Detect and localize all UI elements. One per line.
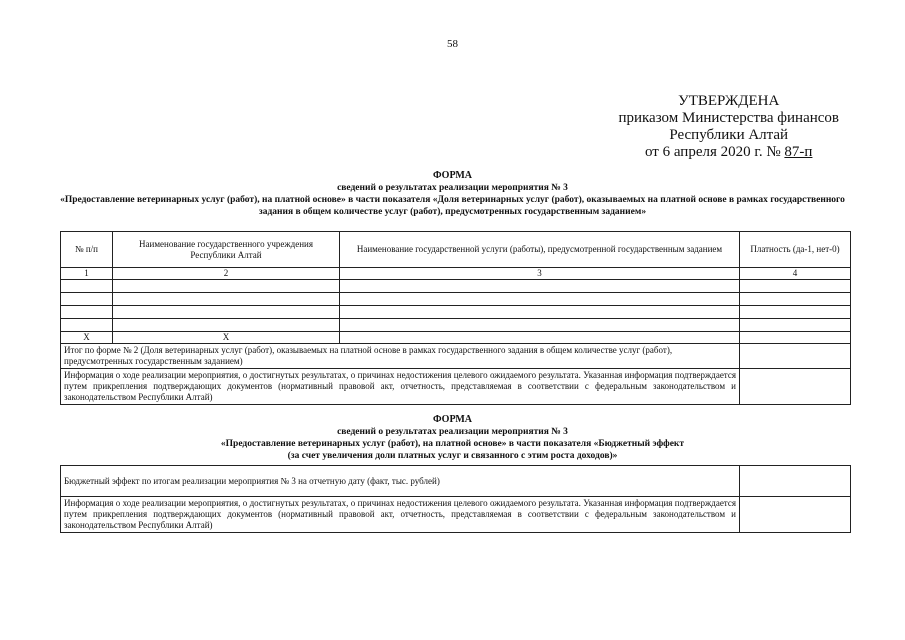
table-cell[interactable] (61, 293, 113, 306)
form1-title: «Предоставление ветеринарных услуг (работ), на платной основе» в части показателя «Доля ветеринарных услуг (работ), оказываемых на платной основе в рамках государственного задания в общем количестве услуг (работ), предусмотренных государственным заданием» (60, 195, 845, 217)
table-cell[interactable] (340, 319, 740, 332)
table-cell[interactable] (740, 306, 851, 319)
table-cell[interactable] (340, 306, 740, 319)
form1-heading (55, 170, 850, 218)
total-label: Итог по форме № 2 (Доля ветеринарных услуг (работ), оказываемых на платной основе в рамках государственного задания в общем количестве услуг (работ), предусмотренных государственным заданием) (61, 344, 740, 369)
column-number-1: 1 (61, 268, 113, 280)
table-row (61, 319, 851, 332)
table-cell[interactable] (340, 280, 740, 293)
form2-heading (55, 414, 850, 462)
table-cell[interactable] (340, 293, 740, 306)
form2-title-line1: «Предоставление ветеринарных услуг (работ), на платной основе» в части показателя «Бюджетный эффект (220, 439, 685, 449)
header-payment: Платность (да-1, нет-0) (740, 232, 851, 268)
column-number-3: 3 (340, 268, 740, 280)
table-cell[interactable] (113, 280, 340, 293)
table-cell[interactable] (61, 306, 113, 319)
x-mark: Х (61, 332, 113, 344)
column-number-4: 4 (740, 268, 851, 280)
info-value-cell[interactable] (740, 369, 851, 405)
table-row (61, 293, 851, 306)
info-value-cell[interactable] (740, 497, 851, 533)
table-cell[interactable] (113, 306, 340, 319)
table-cell[interactable] (740, 293, 851, 306)
form2-title-line2: (за счет увеличения доли платных услуг и связанного с этим роста доходов)» (287, 451, 618, 461)
info-row (61, 369, 851, 405)
form2-subheading: сведений о результатах реализации мероприятия № 3 (337, 427, 568, 437)
table-cell[interactable] (740, 280, 851, 293)
header-service: Наименование государственной услуги (работы), предусмотренной государственным заданием (340, 232, 740, 268)
info-label: Информация о ходе реализации мероприятия, о достигнутых результатах, о причинах недостижения целевого ожидаемого результата. Указанная информация подтверждается путем прикрепления подтверждающих документов (нормативный правовой акт, отчетность, представляемая в соответствии с федеральным законодательством и законодательством Республики Алтай) (61, 497, 740, 533)
info-label: Информация о ходе реализации мероприятия, о достигнутых результатах, о причинах недостижения целевого ожидаемого результата. Указанная информация подтверждается путем прикрепления подтверждающих документов (нормативный правовой акт, отчетность, представляемая в соответствии с федеральным законодательством и законодательством Республики Алтай) (61, 369, 740, 405)
header-number: № п/п (61, 232, 113, 268)
table-row (61, 306, 851, 319)
table-row (61, 280, 851, 293)
total-row (61, 344, 851, 369)
approval-date (618, 144, 839, 161)
info-row (61, 497, 851, 533)
table-cell[interactable] (113, 319, 340, 332)
approval-order-number: 87-п (784, 144, 813, 160)
table-cell[interactable] (61, 319, 113, 332)
approval-title: УТВЕРЖДЕНА (678, 93, 780, 109)
budget-value-cell[interactable] (740, 466, 851, 497)
table-cell[interactable] (740, 332, 851, 344)
approval-stamp (618, 93, 839, 161)
form1-subheading: сведений о результатах реализации мероприятия № 3 (337, 183, 568, 193)
budget-row (61, 466, 851, 497)
budget-label: Бюджетный эффект по итогам реализации мероприятия № 3 на отчетную дату (факт, тыс. рублей) (61, 466, 740, 497)
page-number: 58 (447, 38, 458, 50)
approval-date-text: от 6 апреля 2020 г. № (644, 144, 785, 160)
table-cell[interactable] (740, 319, 851, 332)
form2-table (60, 465, 851, 533)
table-cell[interactable] (113, 293, 340, 306)
header-institution: Наименование государственного учреждения Республики Алтай (113, 232, 340, 268)
table-cell[interactable] (61, 280, 113, 293)
total-value-cell[interactable] (740, 344, 851, 369)
form1-heading-word: ФОРМА (432, 170, 473, 181)
table-cell[interactable] (340, 332, 740, 344)
x-row (61, 332, 851, 344)
form2-heading-word: ФОРМА (432, 414, 473, 425)
approval-issuer: приказом Министерства финансов (618, 110, 839, 126)
approval-region: Республики Алтай (669, 127, 789, 143)
x-mark: Х (113, 332, 340, 344)
form1-table (60, 231, 851, 405)
column-number-2: 2 (113, 268, 340, 280)
